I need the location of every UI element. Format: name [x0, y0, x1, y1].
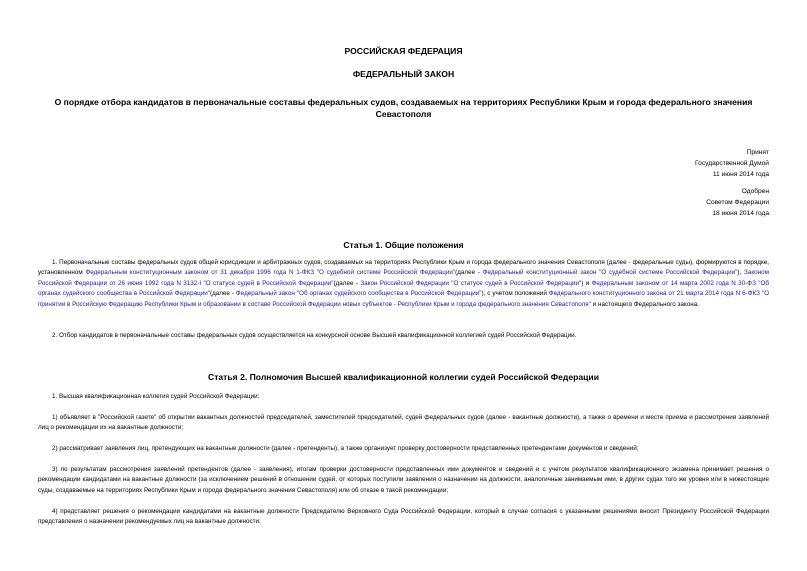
- a1p1-text-8: и настоящего Федерального закона.: [590, 300, 699, 308]
- duma-line-2: Государственной Думой: [695, 160, 769, 167]
- council-approval: [569, 186, 769, 219]
- article-2-subitem-2: 2) рассматривает заявления лиц, претендующих на вакантные должности (далее - претенденты), а также организует проверку достоверности представленных претендентами документов и сведений;: [52, 445, 639, 452]
- a1p1-text-3: ),: [737, 269, 745, 277]
- article-2-subitem-1: 1) объявляет в "Российской газете" об открытии вакантных должностей председателей, заместителей председателей, судей федеральных судов (далее - вакантные должности), а также о времени и месте приема и рассмотрения заявлений лиц о рекомендации их на вакантные должности;: [38, 414, 769, 432]
- link-fz-judicial-community[interactable]: Федеральным законом от 14 марта 2002 года N 30-ФЗ "Об органах судейского сообщества в Российской Федерации": [38, 279, 769, 298]
- link-fkz-judicial-system-short[interactable]: Федеральный конституционный закон "О судебной системе Российской Федерации": [482, 269, 738, 277]
- a1p1-text-4: (далее -: [333, 279, 361, 287]
- article-1-paragraph-1: [38, 258, 769, 310]
- link-fz-judicial-community-short[interactable]: Федеральный закон "Об органах судейского сообщества в Российской Федерации": [235, 290, 482, 298]
- link-fkz-crimea[interactable]: Федерального конституционного закона от 21 марта 2014 года N 6-ФКЗ "О принятии в Российскую Федерацию Республики Крым и образовании в составе Российской Федерации новых субъектов - Республики Крым и города федерального значения Севастополя": [38, 290, 769, 308]
- doc-type-heading: ФЕДЕРАЛЬНЫЙ ЗАКОН: [352, 69, 455, 79]
- a1p1-text-5: ) и: [581, 279, 592, 287]
- council-line-1: Одобрен: [741, 188, 769, 195]
- law-title: О порядке отбора кандидатов в первоначальные составы федеральных судов, создаваемых на территориях Республики Крым и города федерального значения Севастополя: [54, 97, 753, 119]
- article-1-paragraph-2: 2. Отбор кандидатов в первоначальные составы федеральных судов осуществляется на конкурсной основе Высшей квалификационной коллегией судей Российской Федерации.: [52, 332, 577, 339]
- a1p1-text-1: 1. Первоначальные составы федеральных судов общей юрисдикции и арбитражных судов, создаваемых на территориях Республики Крым и города федерального значения Севастополя (далее - федеральные суды), формируются в порядке, установленном: [38, 259, 769, 277]
- article-2-paragraph-1: 1. Высшая квалификационная коллегия судей Российской Федерации:: [52, 393, 260, 400]
- link-fkz-judicial-system[interactable]: Федеральным конституционным законом от 31 декабря 1996 года N 1-ФКЗ "О судебной системе Российской Федерации": [85, 269, 456, 277]
- council-line-2: Советом Федерации: [706, 199, 769, 206]
- article-2-title: Статья 2. Полномочия Высшей квалификационной коллегии судей Российской Федерации: [207, 372, 599, 382]
- country-heading: РОССИЙСКАЯ ФЕДЕРАЦИЯ: [344, 46, 463, 56]
- duma-line-1: Принят: [746, 149, 769, 156]
- link-law-judges-status[interactable]: Законом Российской Федерации от 26 июня 1992 года N 3132-I "О статусе судей в Российской Федерации": [38, 269, 769, 287]
- article-1-title: Статья 1. Общие положения: [343, 240, 464, 250]
- a1p1-text-7: ), с учетом положений: [481, 290, 549, 298]
- duma-line-3: 11 июня 2014 года: [712, 171, 769, 178]
- a1p1-text-6: (далее -: [209, 290, 236, 298]
- duma-adoption: [569, 147, 769, 180]
- article-2-subitem-4: 4) представляет решения о рекомендации кандидатами на вакантные должности Председателю Верховного Суда Российской Федерации, который в случае согласия с указанными решениями вносит Президенту Российской Федерации представления о назначении рекомендуемых лиц на вакантные должности;: [38, 508, 769, 526]
- council-line-3: 18 июня 2014 года: [712, 210, 769, 217]
- link-law-judges-status-short[interactable]: Закон Российской Федерации "О статусе судей в Российской Федерации": [360, 279, 582, 287]
- a1p1-text-2: (далее -: [455, 269, 483, 277]
- article-2-subitem-3: 3) по результатам рассмотрения заявлений претендентов (далее - заявления), итогам проверки достоверности представленных ими документов и сведений и с учетом результатов квалификационного экзамена принимает решения о рекомендации кандидатами на вакантные должности (за исключением решений в отношении судей, от которых поступили заявления о назначении на должности, аналогичные занимаемым ими, в других судах того же уровня или в нижестоящие суды, создаваемые на территориях Республики Крым и города федерального значения Севастополя) или об отказе в такой рекомендации;: [38, 466, 769, 494]
